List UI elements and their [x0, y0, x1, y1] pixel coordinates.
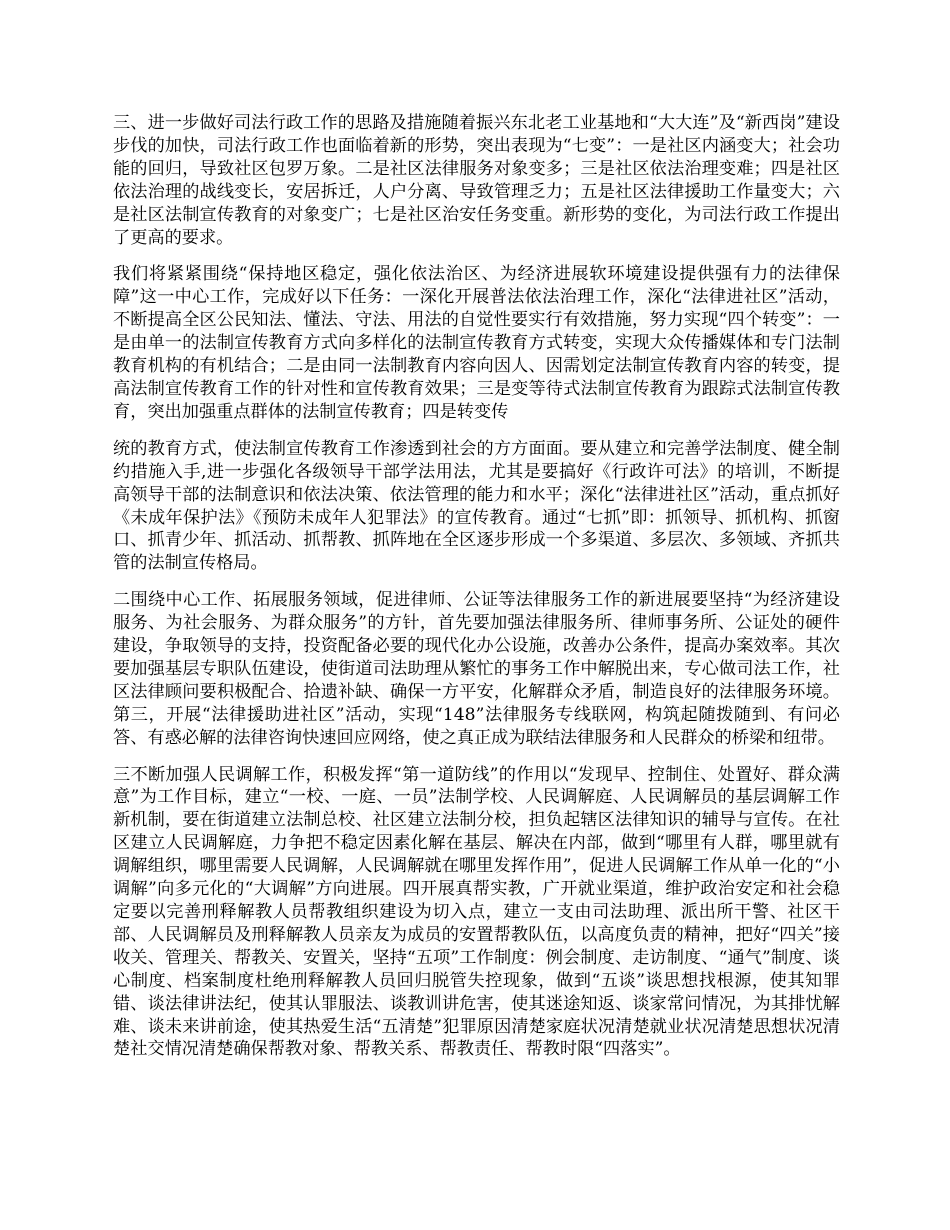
document-body — [113, 112, 840, 1075]
paragraph-3: 统的教育方式，使法制宣传教育工作渗透到社会的方方面面。要从建立和完善学法制度、健全制约措施入手,进一步强化各级领导干部学法用法，尤其是要搞好《行政许可法》的培训，不断提高领导干部的法制意识和依法决策、依法管理的能力和水平；深化“法律进社区”活动，重点抓好《未成年保护法》《预防未成年人犯罪法》的宣传教育。通过“七抓”即：抓领导、抓机构、抓窗口、抓青少年、抓活动、抓帮教、抓阵地在全区逐步形成一个多渠道、多层次、多领域、齐抓共管的法制宣传格局。 — [113, 438, 840, 574]
paragraph-1: 三、进一步做好司法行政工作的思路及措施随着振兴东北老工业基地和“大大连”及“新西岗”建设步伐的加快，司法行政工作也面临着新的形势，突出表现为“七变”：一是社区内涵变大；社会功能的回归，导致社区包罗万象。二是社区法律服务对象变多；三是社区依法治理变难；四是社区依法治理的战线变长，安居拆迁，人户分离、导致管理乏力；五是社区法律援助工作量变大；六是社区法制宣传教育的对象变广；七是社区治安任务变重。新形势的变化，为司法行政工作提出了更高的要求。 — [113, 113, 840, 248]
paragraph-4: 二围绕中心工作、拓展服务领域，促进律师、公证等法律服务工作的新进展要坚持“为经济建设服务、为社会服务、为群众服务”的方针，首先要加强法律服务所、律师事务所、公证处的硬件建设，争取领导的支持，投资配备必要的现代化办公设施，改善办公条件，提高办案效率。其次要加强基层专职队伍建设，使街道司法助理从繁忙的事务工作中解脱出来，专心做司法工作，社区法律顾问要积极配合、拾遗补缺、确保一方平安，化解群众矛盾，制造良好的法律服务环境。第三，开展“法律援助进社区”活动，实现“148”法律服务专线联网，构筑起随拨随到、有问必答、有惑必解的法律咨询快速回应网络，使之真正成为联结法律服务和人民群众的桥梁和纽带。 — [113, 590, 840, 748]
paragraph-5: 三不断加强人民调解工作，积极发挥“第一道防线”的作用以“发现早、控制住、处置好、群众满意”为工作目标，建立“一校、一庭、一员”法制学校、人民调解庭、人民调解员的基层调解工作新机制，要在街道建立法制总校、社区建立法制分校，担负起辖区法律知识的辅导与宣传。在社区建立人民调解庭，力争把不稳定因素化解在基层、解决在内部，做到“哪里有人群，哪里就有调解组织，哪里需要人民调解，人民调解就在哪里发挥作用”，促进人民调解工作从单一化的“小调解”向多元化的“大调解”方向进展。四开展真帮实教，广开就业渠道，维护政治安定和社会稳定要以完善刑释解教人员帮教组织建设为切入点，建立一支由司法助理、派出所干警、社区干部、人民调解员及刑释解教人员亲友为成员的安置帮教队伍，以高度负责的精神，把好“四关”接收关、管理关、帮教关、安置关，坚持“五项”工作制度：例会制度、走访制度、“通气”制度、谈心制度、档案制度杜绝刑释解教人员回归脱管失控现象，做到“五谈”谈思想找根源，使其知罪错、谈法律讲法纪，使其认罪服法、谈教训讲危害，使其迷途知返、谈家常问情况，为其排忧解难、谈未来讲前途，使其热爱生活“五清楚”犯罪原因清楚家庭状况清楚就业状况清楚思想状况清楚社交情况清楚确保帮教对象、帮教关系、帮教责任、帮教时限“四落实”。 — [113, 764, 840, 1060]
paragraph-2: 我们将紧紧围绕“保持地区稳定，强化依法治区、为经济进展软环境建设提供强有力的法律保障”这一中心工作，完成好以下任务：一深化开展普法依法治理工作，深化“法律进社区”活动，不断提高全区公民知法、懂法、守法、用法的自觉性要实行有效措施，努力实现“四个转变”：一是由单一的法制宣传教育方式向多样化的法制宣传教育方式转变，实现大众传播媒体和专门法制教育机构的有机结合；二是由同一法制教育内容向因人、因需划定法制宣传教育内容的转变，提高法制宣传教育工作的针对性和宣传教育效果；三是变等待式法制宣传教育为跟踪式法制宣传教育，突出加强重点群体的法制宣传教育；四是转变传 — [113, 264, 840, 422]
